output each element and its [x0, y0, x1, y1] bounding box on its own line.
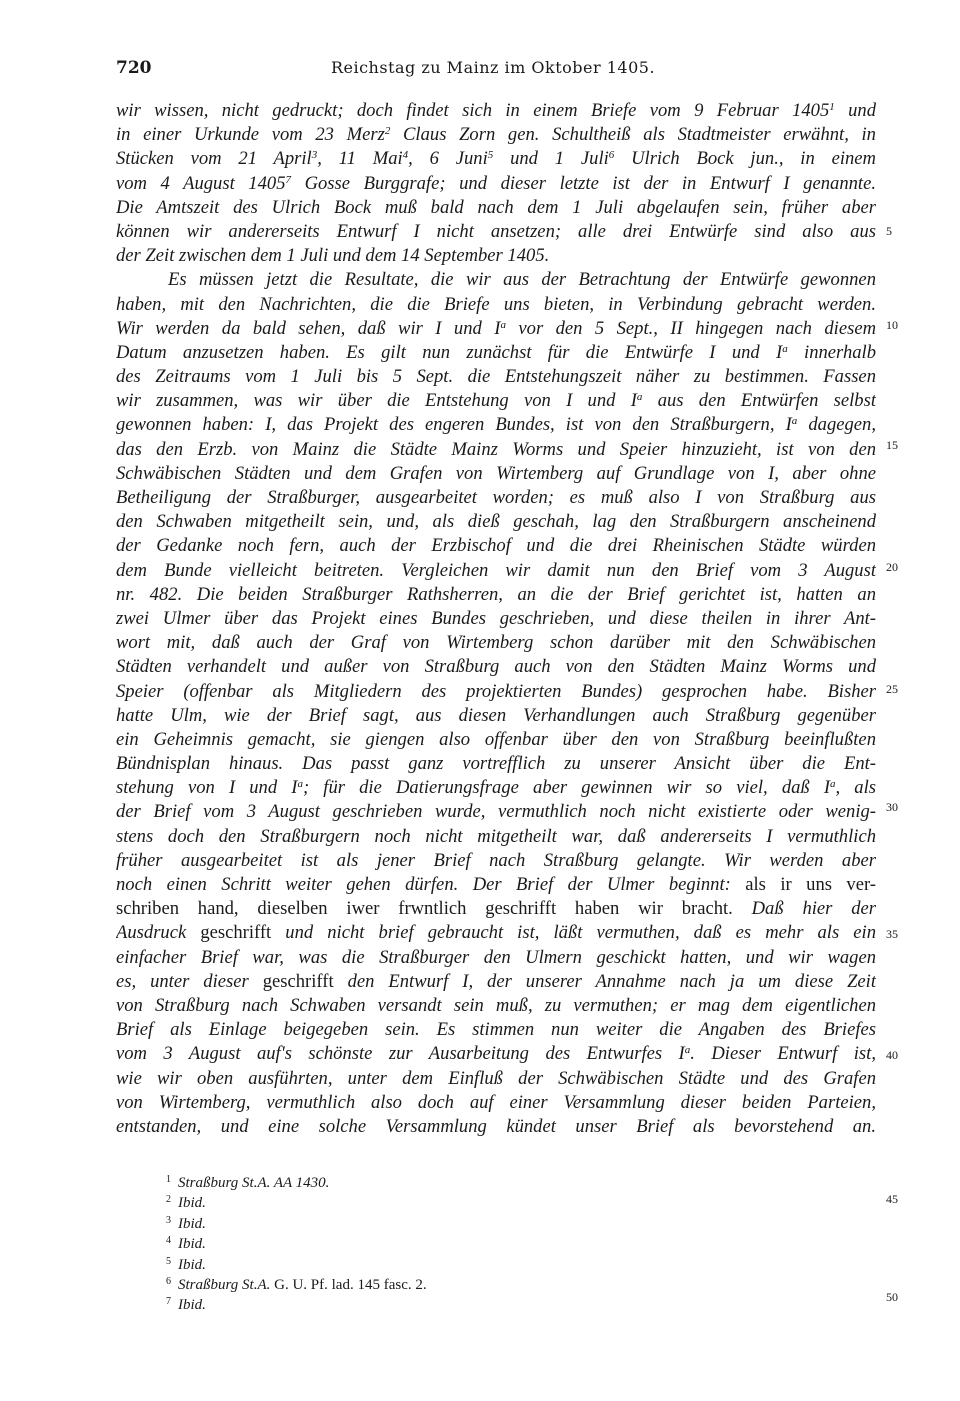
- italic-text: gewonnen haben: I, das Projekt des engeren Bundes, ist von den Straßburgern, I: [116, 414, 792, 436]
- italic-text: früher ausgearbeitet ist als jener Brief nach Straßburg gelangte. Wir werden aber: [116, 849, 876, 871]
- margin-line-number: 45: [886, 1192, 898, 1206]
- footnote: [166, 1190, 806, 1210]
- superscript: 5: [487, 149, 494, 162]
- italic-text: entstanden, und eine solche Versammlung kündet unser Brief als bevorstehend an.: [116, 1115, 876, 1137]
- text-line: [116, 1115, 876, 1139]
- text-line: [116, 897, 876, 921]
- italic-text: von Straßburg nach Schwaben versandt sein muß, zu vermuthen; er mag dem eigentlichen: [116, 994, 876, 1016]
- italic-text: Daß hier der: [751, 898, 876, 920]
- margin-line-number: 5: [886, 224, 892, 238]
- italic-text: Betheiligung der Straßburger, ausgearbeitet worden; es muß also I von Straßburg aus: [116, 487, 876, 508]
- italic-text: Es müssen jetzt die Resultate, die wir aus der Betrachtung der Entwürfe gewonnen: [168, 269, 876, 291]
- text-line: [116, 123, 876, 147]
- italic-text: des Zeitraums vom 1 Juli bis 5 Sept. die Entstehungszeit näher zu bestimmen. Fassen: [116, 366, 876, 388]
- superscript: a: [830, 778, 836, 791]
- text-line: [116, 849, 876, 873]
- text-line: [116, 317, 876, 341]
- margin-line-number: 40: [886, 1048, 898, 1062]
- footnote: [166, 1252, 806, 1272]
- text-line: [116, 1067, 876, 1091]
- footnote: [166, 1272, 806, 1292]
- italic-text: nr. 482. Die beiden Straßburger Rathsherren, an die der Brief gerichtet ist, hatten an: [116, 583, 876, 605]
- text-line: [116, 438, 876, 462]
- text-line: [116, 559, 876, 583]
- text-line: [116, 1042, 876, 1066]
- footnote-text: Straßburg St.A.: [178, 1276, 271, 1293]
- text-line: [116, 365, 876, 389]
- italic-text: den Schwaben mitgetheilt sein, und, als dieß geschah, lag den Straßburgern anscheinend: [116, 511, 876, 533]
- text-line: [116, 752, 876, 776]
- italic-text: , als: [835, 777, 876, 799]
- text-line: [116, 800, 876, 824]
- italic-text: . Dieser Entwurf ist,: [690, 1043, 876, 1065]
- text-line: [116, 655, 876, 679]
- footnote-text: Ibid.: [178, 1215, 206, 1232]
- text-line: [116, 607, 876, 631]
- superscript: 7: [285, 173, 291, 186]
- superscript: 1: [829, 101, 835, 113]
- page-header: [116, 58, 870, 88]
- footnote-mark: 1: [166, 1174, 171, 1185]
- footnote: [166, 1231, 806, 1251]
- text-line: [116, 462, 876, 486]
- footnote-mark: 6: [166, 1275, 171, 1287]
- text-line: [116, 970, 876, 994]
- text-line: [116, 413, 876, 437]
- text-line: [116, 776, 876, 800]
- margin-line-number: 50: [886, 1290, 898, 1304]
- italic-text: Städten verhandelt und außer von Straßburg auch von den Städten Mainz Worms und: [116, 656, 876, 678]
- text-line: [116, 244, 876, 268]
- text-line: [116, 1018, 876, 1042]
- italic-text: der Zeit zwischen dem 1 Juli und dem 14 September 1405.: [116, 245, 550, 267]
- footnote-text: Ibid.: [178, 1297, 206, 1314]
- text-line: [116, 389, 876, 413]
- italic-text: dagegen,: [797, 414, 876, 436]
- italic-text: Ulrich Bock jun., in einem: [614, 148, 876, 170]
- italic-text: wir zusammen, was wir über die Entstehung von I und I: [116, 390, 637, 412]
- italic-text: vom 4 August 1405: [116, 172, 286, 194]
- italic-text: Wir werden da bald sehen, daß wir I und I: [116, 317, 501, 339]
- italic-text: Schwäbischen Städten und dem Grafen von Wirtemberg auf Grundlage von I, aber ohne: [116, 462, 876, 484]
- italic-text: Bündnisplan hinaus. Das passt ganz vortrefflich zu unserer Ansicht über die Ent-: [116, 753, 876, 775]
- footnote: [166, 1211, 806, 1231]
- italic-text: zwei Ulmer über das Projekt eines Bundes geschrieben, und diese theilen in ihrer Ant-: [116, 607, 876, 629]
- italic-text: wort mit, daß auch der Graf von Wirtemberg schon darüber mit den Schwäbischen: [116, 632, 876, 654]
- footnote-text: Ibid.: [178, 1256, 206, 1273]
- footnote-mark: 5: [166, 1255, 171, 1267]
- footnote-mark: 3: [166, 1214, 171, 1226]
- superscript: 2: [384, 125, 391, 138]
- italic-text: ein Geheimnis gemacht, sie giengen also offenbar über den von Straßburg beeinflußten: [116, 728, 876, 750]
- footnote-mark: 7: [166, 1296, 171, 1308]
- superscript: 6: [608, 149, 615, 162]
- italic-text: stehung von I und I: [116, 777, 298, 799]
- text-line: [116, 631, 876, 655]
- italic-text: noch einen Schritt weiter gehen dürfen. Der Brief der Ulmer beginnt:: [116, 874, 746, 895]
- text-line: [116, 994, 876, 1018]
- margin-line-number: 35: [886, 927, 898, 941]
- footnote: [166, 1170, 806, 1190]
- italic-text: innerhalb: [787, 341, 876, 363]
- italic-text: und nicht brief gebraucht ist, läßt vermuthen, daß es mehr als ein: [285, 922, 876, 944]
- italic-text: haben, mit den Nachrichten, die die Briefe uns bieten, in Verbindung gebracht werden.: [116, 293, 876, 315]
- italic-text: in einer Urkunde vom 23 Merz: [116, 124, 385, 146]
- margin-line-number: 20: [886, 560, 898, 574]
- italic-text: und: [834, 100, 876, 121]
- italic-text: , 11 Mai: [317, 148, 403, 170]
- italic-text: dem Bunde vielleicht beitreten. Vergleichen wir damit nun den Brief vom 3 August: [116, 559, 876, 581]
- italic-text: hatte Ulm, wie der Brief sagt, aus diesen Verhandlungen auch Straßburg gegenüber: [116, 704, 876, 726]
- italic-text: Ausdruck: [116, 922, 201, 944]
- body-text: [116, 99, 876, 1139]
- text-line: [116, 486, 876, 510]
- running-head: Reichstag zu Mainz im Oktober 1405.: [330, 58, 656, 77]
- italic-text: ; für die Datierungsfrage aber gewinnen wir so viel, daß I: [302, 777, 831, 799]
- italic-text: Speier (offenbar als Mitgliedern des projektierten Bundes) gesprochen habe. Bisher: [116, 680, 876, 702]
- text-line: [116, 680, 876, 704]
- footnote-text: Ibid.: [178, 1236, 206, 1253]
- footnote-text: Ibid.: [178, 1195, 206, 1212]
- text-line: [116, 704, 876, 728]
- roman-text: geschrifft: [200, 922, 286, 944]
- superscript: 3: [311, 149, 318, 162]
- margin-line-number: 30: [886, 800, 898, 814]
- superscript: a: [297, 778, 303, 791]
- superscript: 4: [402, 149, 409, 162]
- text-line: [116, 921, 876, 945]
- text-line: [116, 583, 876, 607]
- text-line: [116, 268, 876, 292]
- text-line: [116, 341, 876, 365]
- roman-text: schriben hand, dieselben iwer frwntlich geschrifft haben wir bracht.: [116, 898, 752, 920]
- text-line: [116, 728, 876, 752]
- margin-line-number: 25: [886, 682, 898, 696]
- margin-line-number: 15: [886, 438, 898, 452]
- italic-text: vor den 5 Sept., II hingegen nach diesem: [505, 317, 876, 339]
- text-line: [116, 825, 876, 849]
- italic-text: stens doch den Straßburgern noch nicht mitgetheilt war, daß andererseits I vermuthlich: [116, 825, 876, 847]
- superscript: a: [684, 1044, 691, 1057]
- italic-text: Stücken vom 21 April: [116, 148, 312, 170]
- italic-text: es, unter dieser: [116, 970, 263, 992]
- italic-text: Die Amtszeit des Ulrich Bock muß bald nach dem 1 Juli abgelaufen sein, früher aber: [116, 196, 876, 218]
- text-line: [116, 196, 876, 220]
- text-line: [116, 293, 876, 317]
- italic-text: das den Erzb. von Mainz die Städte Mainz Worms und Speier hinzuzieht, ist von den: [116, 438, 876, 460]
- footnotes: [166, 1170, 806, 1313]
- italic-text: Brief als Einlage beigegeben sein. Es stimmen nun weiter die Angaben des Briefes: [116, 1019, 876, 1041]
- footnote-reference: G. U. Pf. lad. 145 fasc. 2.: [270, 1276, 427, 1293]
- italic-text: von Wirtemberg, vermuthlich also doch auf einer Versammlung dieser beiden Parteien,: [116, 1091, 876, 1113]
- italic-text: vom 3 August auf's schönste zur Ausarbeitung des Entwurfes I: [116, 1043, 685, 1065]
- text-line: [116, 99, 876, 123]
- text-line: [116, 873, 876, 897]
- page-number: 720: [116, 58, 152, 78]
- footnote-mark: 4: [166, 1235, 171, 1247]
- italic-text: den Entwurf I, der unserer Annahme nach ja um diese Zeit: [347, 970, 876, 992]
- roman-text: geschrifft: [262, 970, 348, 992]
- superscript: a: [791, 415, 798, 428]
- text-line: [116, 147, 876, 171]
- italic-text: aus den Entwürfen selbst: [642, 390, 876, 412]
- roman-text: als ir uns ver-: [745, 874, 876, 895]
- italic-text: wie wir oben ausführten, unter dem Einfluß der Schwäbischen Städte und des Grafen: [116, 1067, 876, 1089]
- superscript: a: [500, 318, 506, 331]
- footnote-text: Straßburg St.A. AA 1430.: [178, 1175, 330, 1191]
- text-line: [116, 1091, 876, 1115]
- text-line: [116, 172, 876, 196]
- superscript: a: [782, 342, 788, 355]
- footnote-mark: 2: [166, 1194, 171, 1206]
- text-line: [116, 220, 876, 244]
- italic-text: und 1 Juli: [493, 148, 609, 170]
- italic-text: Datum anzusetzen haben. Es gilt nun zunächst für die Entwürfe I und I: [116, 341, 783, 363]
- italic-text: wir wissen, nicht gedruckt; doch findet sich in einem Briefe vom 9 Februar 1405: [116, 100, 830, 121]
- italic-text: können wir andererseits Entwurf I nicht ansetzen; alle drei Entwürfe sind also aus: [116, 220, 876, 242]
- italic-text: einfacher Brief war, was die Straßburger den Ulmern geschickt hatten, und wir wagen: [116, 946, 876, 968]
- italic-text: Claus Zorn gen. Schultheiß als Stadtmeister erwähnt, in: [390, 124, 876, 146]
- italic-text: der Gedanke noch fern, auch der Erzbischof und die drei Rheinischen Städte würden: [116, 535, 876, 557]
- footnote: [166, 1292, 806, 1312]
- text-line: [116, 510, 876, 534]
- margin-line-number: 10: [886, 318, 898, 332]
- text-line: [116, 946, 876, 970]
- italic-text: , 6 Juni: [408, 148, 488, 170]
- italic-text: Gosse Burggrafe; und dieser letzte ist der in Entwurf I genannte.: [291, 172, 876, 194]
- italic-text: der Brief vom 3 August geschrieben wurde, vermuthlich noch nicht existierte oder wenig-: [116, 801, 876, 823]
- text-line: [116, 534, 876, 558]
- superscript: a: [636, 391, 643, 404]
